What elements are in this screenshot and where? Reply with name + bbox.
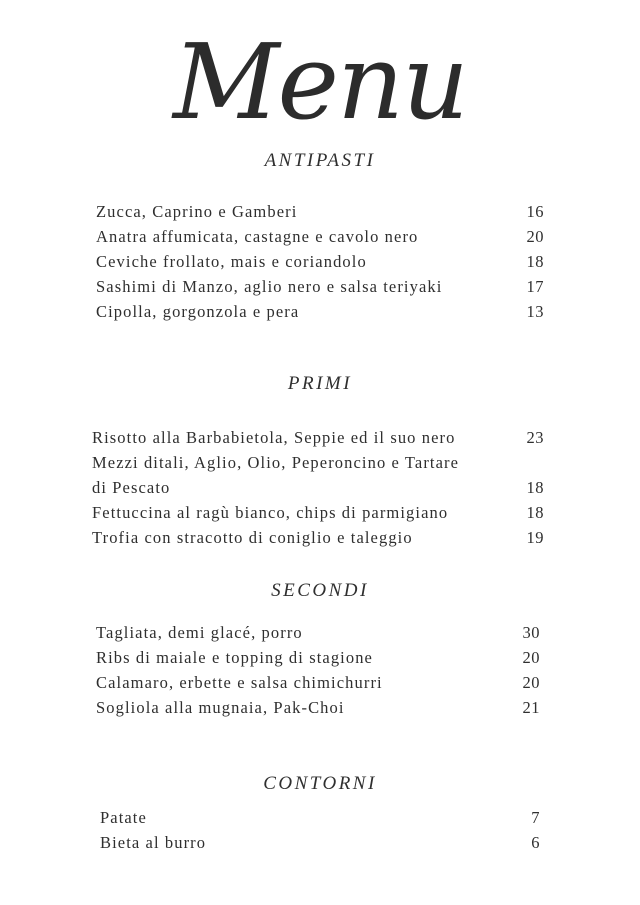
menu-item-price: 13 xyxy=(526,302,544,321)
menu-item: Tagliata, demi glacé, porro xyxy=(96,623,303,642)
menu-item-line2: di Pescato xyxy=(92,478,171,497)
menu-item: Ceviche frollato, mais e coriandolo xyxy=(96,252,367,271)
menu-item: Bieta al burro xyxy=(100,833,207,852)
section-title-primi: PRIMI xyxy=(287,373,353,394)
menu-item-price: 17 xyxy=(526,277,544,296)
section-title-contorni: CONTORNI xyxy=(263,773,377,794)
menu-item: Patate xyxy=(100,808,147,827)
menu-item-price: 6 xyxy=(531,833,540,852)
menu-item: Anatra affumicata, castagne e cavolo nero xyxy=(96,227,419,246)
menu-item-price: 16 xyxy=(526,202,544,221)
menu-item-price: 18 xyxy=(526,478,544,497)
menu-item-price: 20 xyxy=(526,227,544,246)
menu-item-price: 18 xyxy=(526,252,544,271)
section-title-antipasti: ANTIPASTI xyxy=(264,150,376,171)
menu-item: Cipolla, gorgonzola e pera xyxy=(96,302,300,321)
menu-item: Calamaro, erbette e salsa chimichurri xyxy=(96,673,383,692)
menu-item: Risotto alla Barbabietola, Seppie ed il suo nero xyxy=(92,428,456,447)
menu-item: Ribs di maiale e topping di stagione xyxy=(96,648,373,667)
section-title-secondi: SECONDI xyxy=(271,580,369,601)
menu-item-price: 7 xyxy=(531,808,540,827)
menu-item: Zucca, Caprino e Gamberi xyxy=(96,202,298,221)
menu-item: Trofia con stracotto di coniglio e taleggio xyxy=(92,528,413,547)
menu-title-script xyxy=(0,18,640,148)
menu-item-price: 19 xyxy=(526,528,544,547)
menu-item-price: 20 xyxy=(522,673,540,692)
menu-item-line1: Mezzi ditali, Aglio, Olio, Peperoncino e Tartare xyxy=(92,453,460,472)
menu-item-price: 20 xyxy=(522,648,540,667)
menu-item: Sogliola alla mugnaia, Pak-Choi xyxy=(96,698,345,717)
menu-item-price: 18 xyxy=(526,503,544,522)
menu-item: Fettuccina al ragù bianco, chips di parmigiano xyxy=(92,503,449,522)
menu-title xyxy=(0,18,640,148)
menu-title-text: Menu xyxy=(173,21,467,143)
menu-item: Sashimi di Manzo, aglio nero e salsa teriyaki xyxy=(96,277,443,296)
menu-item-price: 30 xyxy=(522,623,540,642)
menu-item-price: 23 xyxy=(526,428,544,447)
menu-item-price: 21 xyxy=(522,698,540,717)
